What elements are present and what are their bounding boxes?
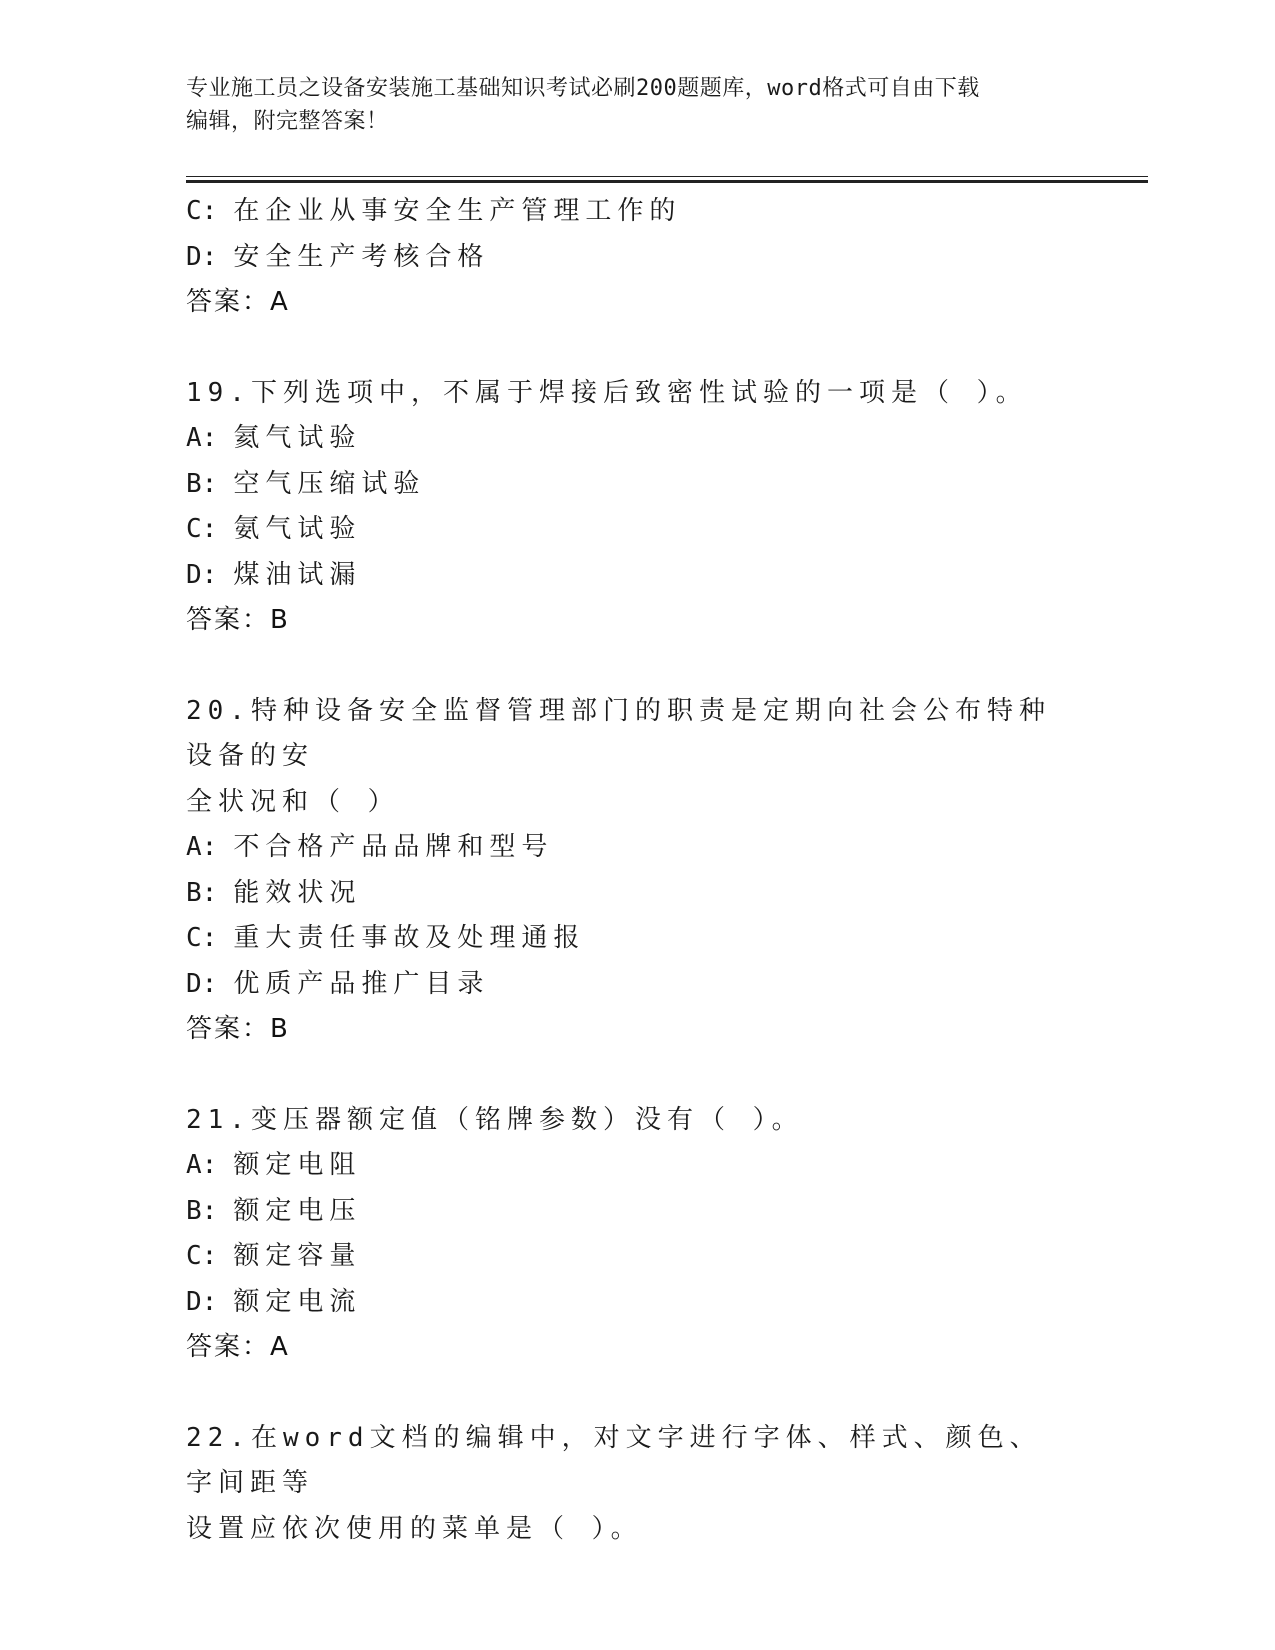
option-c: C: 额定容量 <box>186 1241 362 1271</box>
option-b: B: 空气压缩试验 <box>186 468 426 499</box>
option-a: A: 额定电阻 <box>186 1150 362 1180</box>
carryover-block <box>186 189 1086 326</box>
option-c: C: 重大责任事故及处理通报 <box>186 923 586 953</box>
option-d: D: 优质产品推广目录 <box>186 968 490 999</box>
question-list <box>186 189 1086 1552</box>
option-a: A: 不合格产品品牌和型号 <box>186 832 554 862</box>
question-20 <box>186 689 1086 1053</box>
header-divider-thick <box>186 180 1148 183</box>
answer-line: 答案：A <box>186 287 290 317</box>
question-stem: 21.变压器额定值（铭牌参数）没有（ ）。 <box>186 1104 804 1135</box>
option-d: D: 安全生产考核合格 <box>186 241 490 272</box>
header-divider-thin <box>186 176 1148 177</box>
question-19 <box>186 371 1086 644</box>
option-d: D: 煤油试漏 <box>186 559 362 590</box>
option-b: B: 额定电压 <box>186 1195 362 1226</box>
header-title-line-2: 编辑，附完整答案！ <box>186 109 389 134</box>
document-header <box>186 72 1066 138</box>
option-a: A: 氦气试验 <box>186 423 362 453</box>
option-b: B: 能效状况 <box>186 877 362 908</box>
question-stem-line-2: 设置应依次使用的菜单是（ ）。 <box>186 1513 643 1544</box>
question-stem-line-1: 22.在word文档的编辑中，对文字进行字体、样式、颜色、字间距等 <box>186 1422 1042 1498</box>
answer-line: 答案：A <box>186 1332 290 1362</box>
option-d: D: 额定电流 <box>186 1286 362 1317</box>
option-c: C: 氨气试验 <box>186 514 362 544</box>
question-stem-line-2: 全状况和（ ） <box>186 786 400 817</box>
answer-line: 答案：B <box>186 605 290 635</box>
question-stem: 19.下列选项中，不属于焊接后致密性试验的一项是（ ）。 <box>186 377 1028 408</box>
question-stem-line-1: 20.特种设备安全监督管理部门的职责是定期向社会公布特种设备的安 <box>186 695 1051 771</box>
option-c: C: 在企业从事安全生产管理工作的 <box>186 196 682 226</box>
header-title-line-1: 专业施工员之设备安装施工基础知识考试必刷200题题库，word格式可自由下载 <box>186 76 980 101</box>
question-22 <box>186 1416 1086 1553</box>
answer-line: 答案：B <box>186 1014 290 1044</box>
question-21 <box>186 1098 1086 1371</box>
